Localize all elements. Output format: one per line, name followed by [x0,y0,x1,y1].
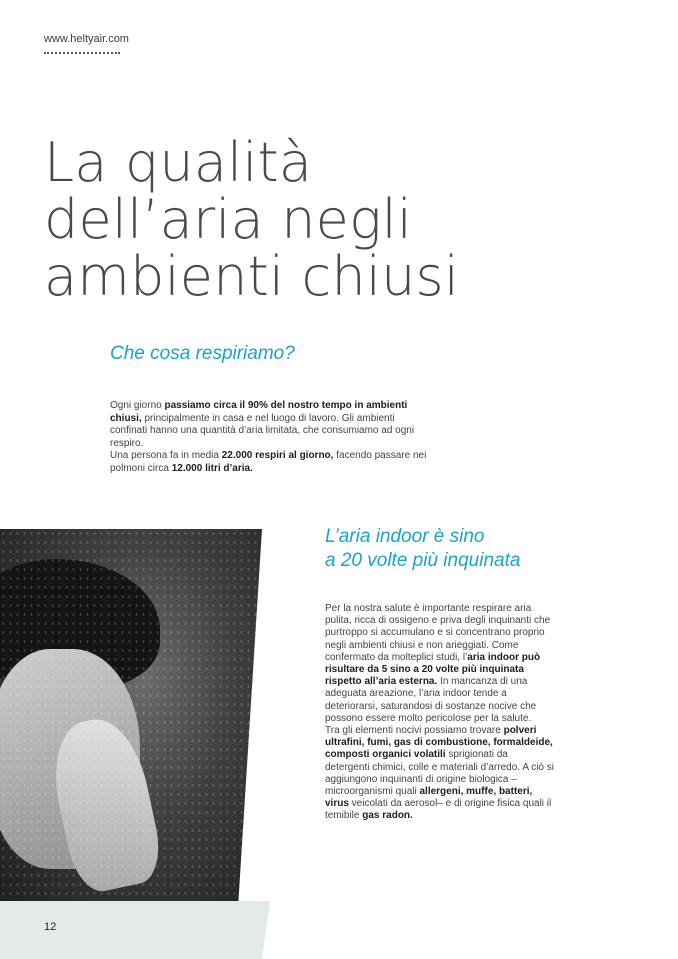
section-heading-what-we-breathe: Che cosa respiriamo? [110,343,295,364]
website-url: www.heltyair.com [44,33,129,45]
indoor-air-paragraph: Per la nostra salute è importante respirare aria pulita, ricca di ossigeno e priva degli inquinanti che purtroppo si accumulano e si concentrano proprio negli ambienti chiusi e non arieggiati. Come confermato da molteplici studi, l’aria indoor può risultare da 5 sino a 20 volte più inquinata rispetto all’aria esterna. In mancanza di una adeguata areazione, l’aria indoor tende a deteriorarsi, saturandosi di sostanze nocive che possono essere molto pericolose per la salute. Tra gli elementi nocivi possiamo trovare polveri ultrafini, fumi, gas di combustione, formaldeide, composti organici volatili sprigionati da detergenti chimici, colle e materiali d’arredo. A ciò si aggiungono inquinanti di origine biologica – microorganismi quali allergeni, muffe, batteri, virus veicolati da aerosol– e di origine fisica quali il temibile gas radon. [325,603,554,822]
page-number: 12 [44,921,57,933]
intro-paragraph: Ogni giorno passiamo circa il 90% del nostro tempo in ambienti chiusi, principalmente in casa e nel luogo di lavoro. Gli ambienti confinati hanno una quantità d’aria limitata, che consumiamo ad ogni respiro. Una persona fa in media 22.000 respiri al giorno, facendo passare nei polmoni circa 12.000 litri d’aria. [110,400,427,474]
title-line-2: dell’aria negli [44,188,413,251]
title-line-3: ambienti chiusi [44,245,460,308]
person-covering-face-photo [0,529,262,901]
url-underline-divider [44,52,120,54]
section-heading-indoor-air: L’aria indoor è sino a 20 volte più inquinata [325,526,521,571]
page-title [44,131,460,308]
footer-band [0,901,270,959]
title-line-1: La qualità [44,131,313,194]
